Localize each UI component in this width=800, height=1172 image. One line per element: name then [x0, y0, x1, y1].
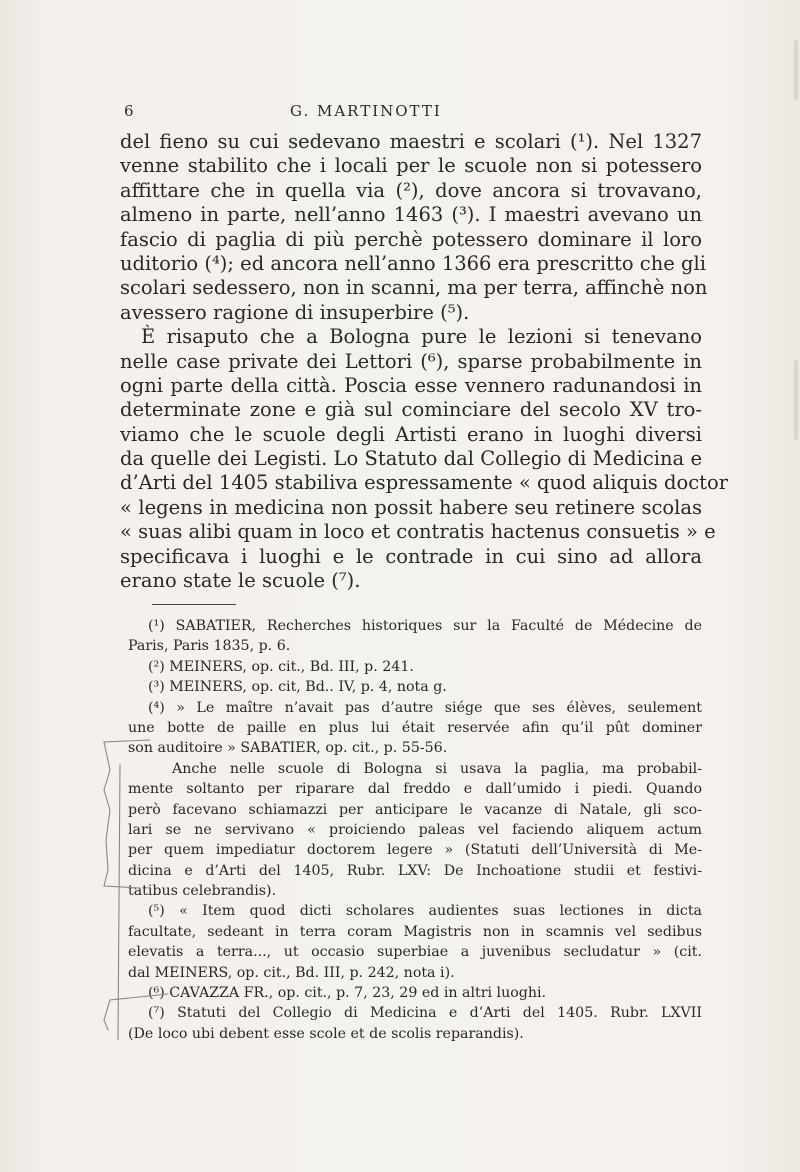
footnote-line: Anche nelle scuole di Bologna si usava la paglia, ma probabil-: [172, 760, 702, 777]
body-line: affittare che in quella via (²), dove ancora si trovavano,: [120, 178, 702, 202]
footnotes: [128, 616, 702, 1044]
body-line: ogni parte della città. Poscia esse vennero radunandosi in: [120, 373, 702, 397]
body-line: « suas alibi quam in loco et contratis hactenus consuetis » e: [120, 520, 716, 544]
body-line: d’Arti del 1405 stabiliva espressamente « quod aliquis doctor: [120, 471, 729, 495]
footnote-line: elevatis a terra..., ut occasio superbiae a juvenibus secludatur » (cit.: [128, 944, 702, 961]
footnote-line: mente soltanto per riparare dal freddo e dall’umido i piedi. Quando: [128, 781, 702, 798]
footnote-line: une botte de paille en plus lui était reservée afin qu’il pût dominer: [128, 719, 702, 736]
body-line: specificava i luoghi e le contrade in cui sino ad allora: [120, 544, 702, 568]
footnote-line: (⁴) » Le maître n’avait pas d’autre siége que ses élèves, seulement: [148, 699, 702, 716]
running-head-author: G. MARTINOTTI: [290, 102, 442, 120]
footnote-line: (³) MEINERS, op. cit, Bd.. IV, p. 4, nota g.: [148, 679, 447, 696]
footnote-line: (²) MEINERS, op. cit., Bd. III, p. 241.: [148, 658, 414, 675]
body-line: almeno in parte, nell’anno 1463 (³). I maestri avevano un: [120, 203, 702, 227]
body-line: viamo che le scuole degli Artisti erano in luoghi diversi: [120, 422, 702, 446]
footnote-line: dicina e d’Arti del 1405, Rubr. LXV: De Inchoatione studii et festivi-: [128, 862, 702, 879]
footnote-line: (⁷) Statuti del Collegio di Medicina e d’Arti del 1405. Rubr. LXVII: [148, 1005, 702, 1022]
footnote-line: (¹) SABATIER, Recherches historiques sur la Faculté de Médecine de: [148, 618, 702, 634]
page-edge: [774, 0, 800, 1172]
body-line: fascio di paglia di più perchè potessero dominare il loro: [120, 227, 702, 251]
body-line: del fieno su cui sedevano maestri e scolari (¹). Nel 1327: [120, 130, 702, 153]
body-line: venne stabilito che i locali per le scuole non si potessero: [120, 154, 702, 178]
footnote-line: per quem impediatur doctorem legere » (Statuti dell’Università di Me-: [128, 842, 702, 859]
body-line: da quelle dei Legisti. Lo Statuto dal Collegio di Medicina e: [120, 447, 702, 471]
pencil-stroke: [118, 765, 120, 1040]
body-line: nelle case private dei Lettori (⁶), sparse probabilmente in: [120, 349, 702, 373]
body-line: erano state le scuole (⁷).: [120, 569, 361, 593]
footnote-line: dal MEINERS, op. cit., Bd. III, p. 242, nota i).: [128, 964, 455, 981]
body-line: scolari sedessero, non in scanni, ma per terra, affinchè non: [120, 276, 708, 300]
footnote-line: facultate, sedeant in terra coram Magistris non in scamnis vel sedibus: [128, 923, 702, 940]
footnote-line: Paris, Paris 1835, p. 6.: [128, 638, 291, 655]
body-line: uditorio (⁴); ed ancora nell’anno 1366 era prescritto che gli: [120, 251, 706, 275]
footnote-line: tatibus celebrandis).: [128, 883, 277, 900]
body-line: determinate zone e già sul cominciare del secolo XV tro-: [120, 398, 702, 422]
footnote-rule: [152, 604, 236, 605]
running-head: [124, 102, 684, 124]
body-line: È risaputo che a Bologna pure le lezioni si tenevano: [141, 325, 702, 349]
footnote-line: però facevano schiamazzi per anticipare le vacanze di Natale, gli sco-: [128, 801, 702, 818]
footnote-line: (De loco ubi debent esse scole et de scolis reparandis).: [128, 1025, 524, 1042]
footnote-line: lari se ne servivano « proiciendo paleas vel faciendo aliquem actum: [128, 821, 702, 838]
footnote-line: (⁵) « Item quod dicti scholares audientes suas lectiones in dicta: [148, 903, 702, 920]
footnote-line: son auditoire » SABATIER, op. cit., p. 55-56.: [128, 740, 448, 757]
footnote-line: (⁶) CAVAZZA FR., op. cit., p. 7, 23, 29 ed in altri luoghi.: [148, 985, 547, 1002]
body-line: « legens in medicina non possit habere seu retinere scolas: [120, 495, 702, 519]
page-number: 6: [124, 102, 135, 120]
body-text: [120, 130, 729, 593]
body-line: avessero ragione di insuperbire (⁵).: [120, 300, 470, 324]
